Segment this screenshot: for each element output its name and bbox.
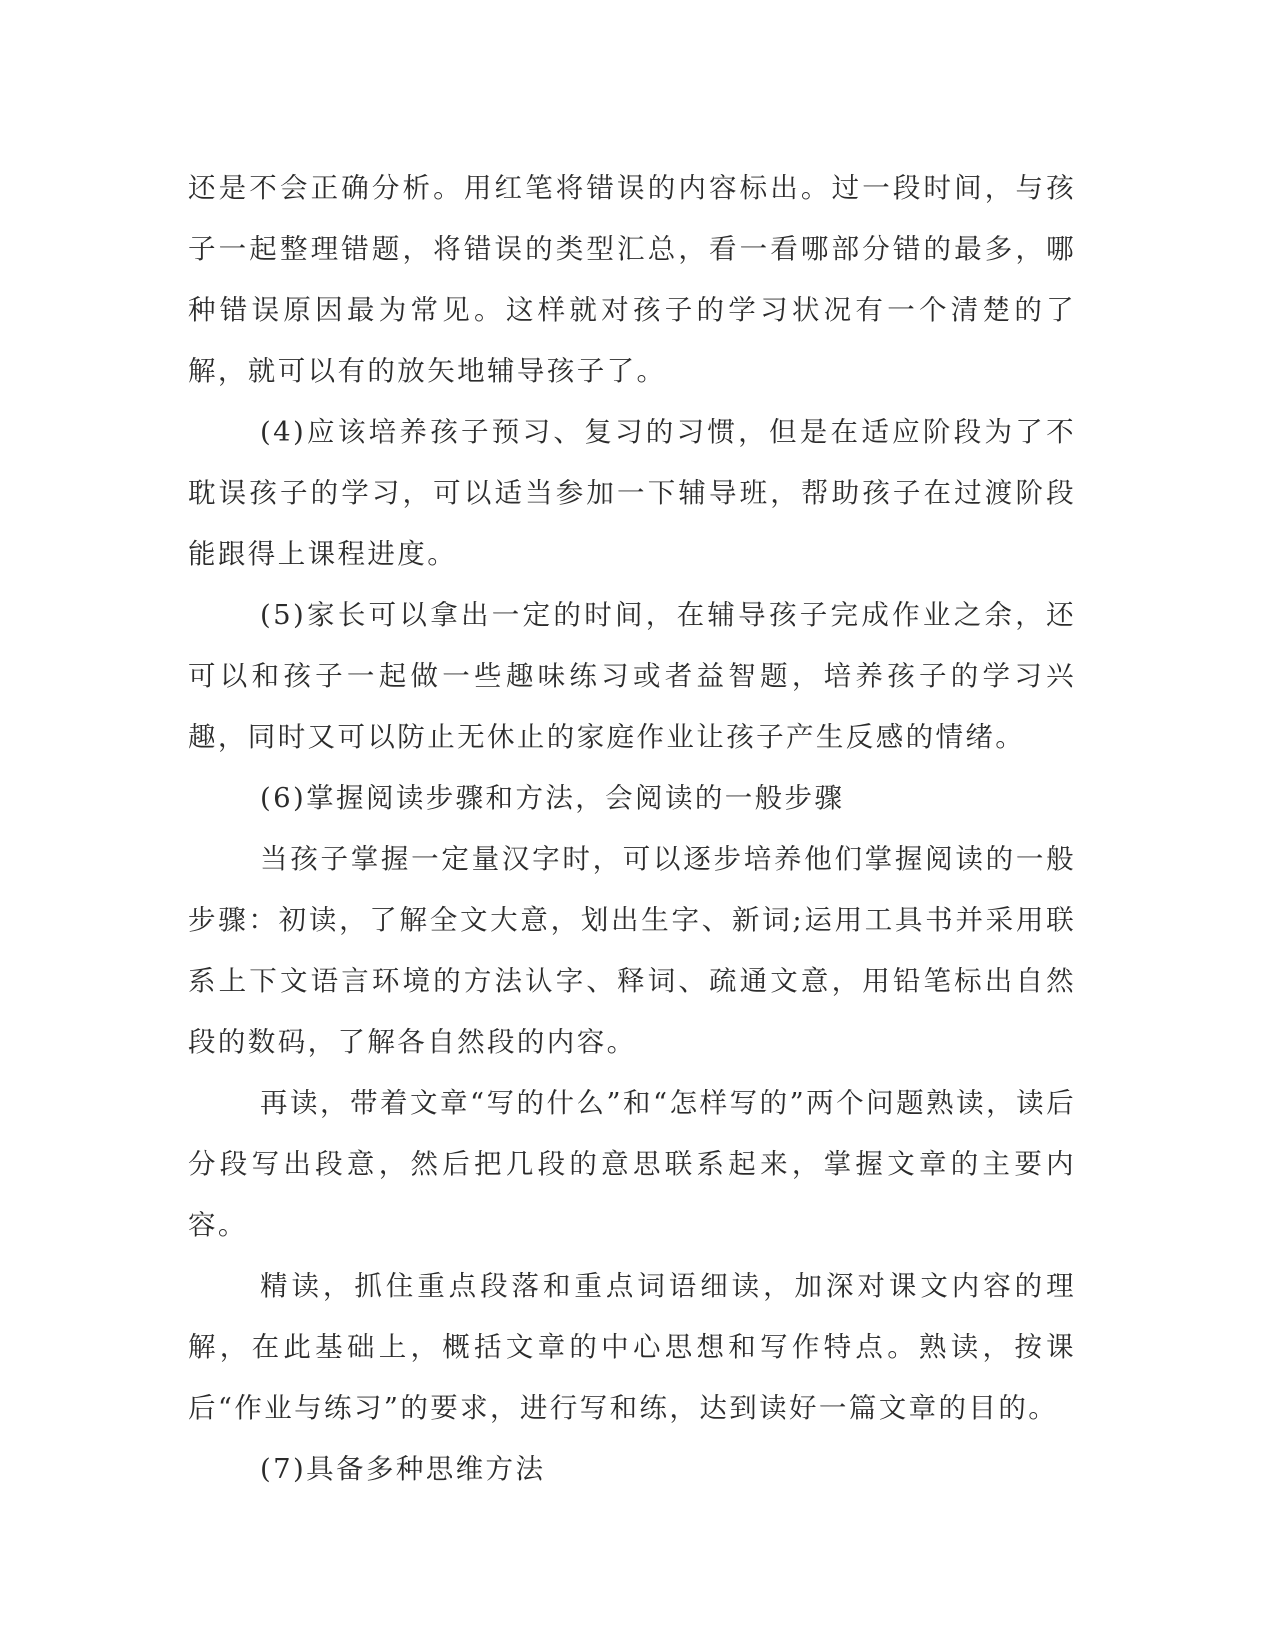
paragraph-item-4: (4)应该培养孩子预习、复习的习惯，但是在适应阶段为了不耽误孩子的学习，可以适当参加一下辅导班，帮助孩子在过渡阶段能跟得上课程进度。 xyxy=(188,416,1076,570)
paragraph-close-reading: 精读，抓住重点段落和重点词语细读，加深对课文内容的理解，在此基础上，概括文章的中心思想和写作特点。熟读，按课后“作业与练习”的要求，进行写和练，达到读好一篇文章的目的。 xyxy=(188,1270,1076,1424)
document-body xyxy=(188,158,1076,1500)
paragraph-second-reading: 再读，带着文章“写的什么”和“怎样写的”两个问题熟读，读后分段写出段意，然后把几段的意思联系起来，掌握文章的主要内容。 xyxy=(188,1087,1076,1241)
paragraph-item-5: (5)家长可以拿出一定的时间，在辅导孩子完成作业之余，还可以和孩子一起做一些趣味练习或者益智题，培养孩子的学习兴趣，同时又可以防止无休止的家庭作业让孩子产生反感的情绪。 xyxy=(188,599,1076,753)
paragraph-item-7-heading: (7)具备多种思维方法 xyxy=(260,1453,546,1485)
paragraph-item-6-heading: (6)掌握阅读步骤和方法，会阅读的一般步骤 xyxy=(260,782,845,814)
paragraph-first-reading: 当孩子掌握一定量汉字时，可以逐步培养他们掌握阅读的一般步骤：初读，了解全文大意，划出生字、新词;运用工具书并采用联系上下文语言环境的方法认字、释词、疏通文意，用铅笔标出自然段的数码，了解各自然段的内容。 xyxy=(188,843,1076,1058)
paragraph-error-analysis: 还是不会正确分析。用红笔将错误的内容标出。过一段时间，与孩子一起整理错题，将错误的类型汇总，看一看哪部分错的最多，哪种错误原因最为常见。这样就对孩子的学习状况有一个清楚的了解，就可以有的放矢地辅导孩子了。 xyxy=(188,172,1076,387)
